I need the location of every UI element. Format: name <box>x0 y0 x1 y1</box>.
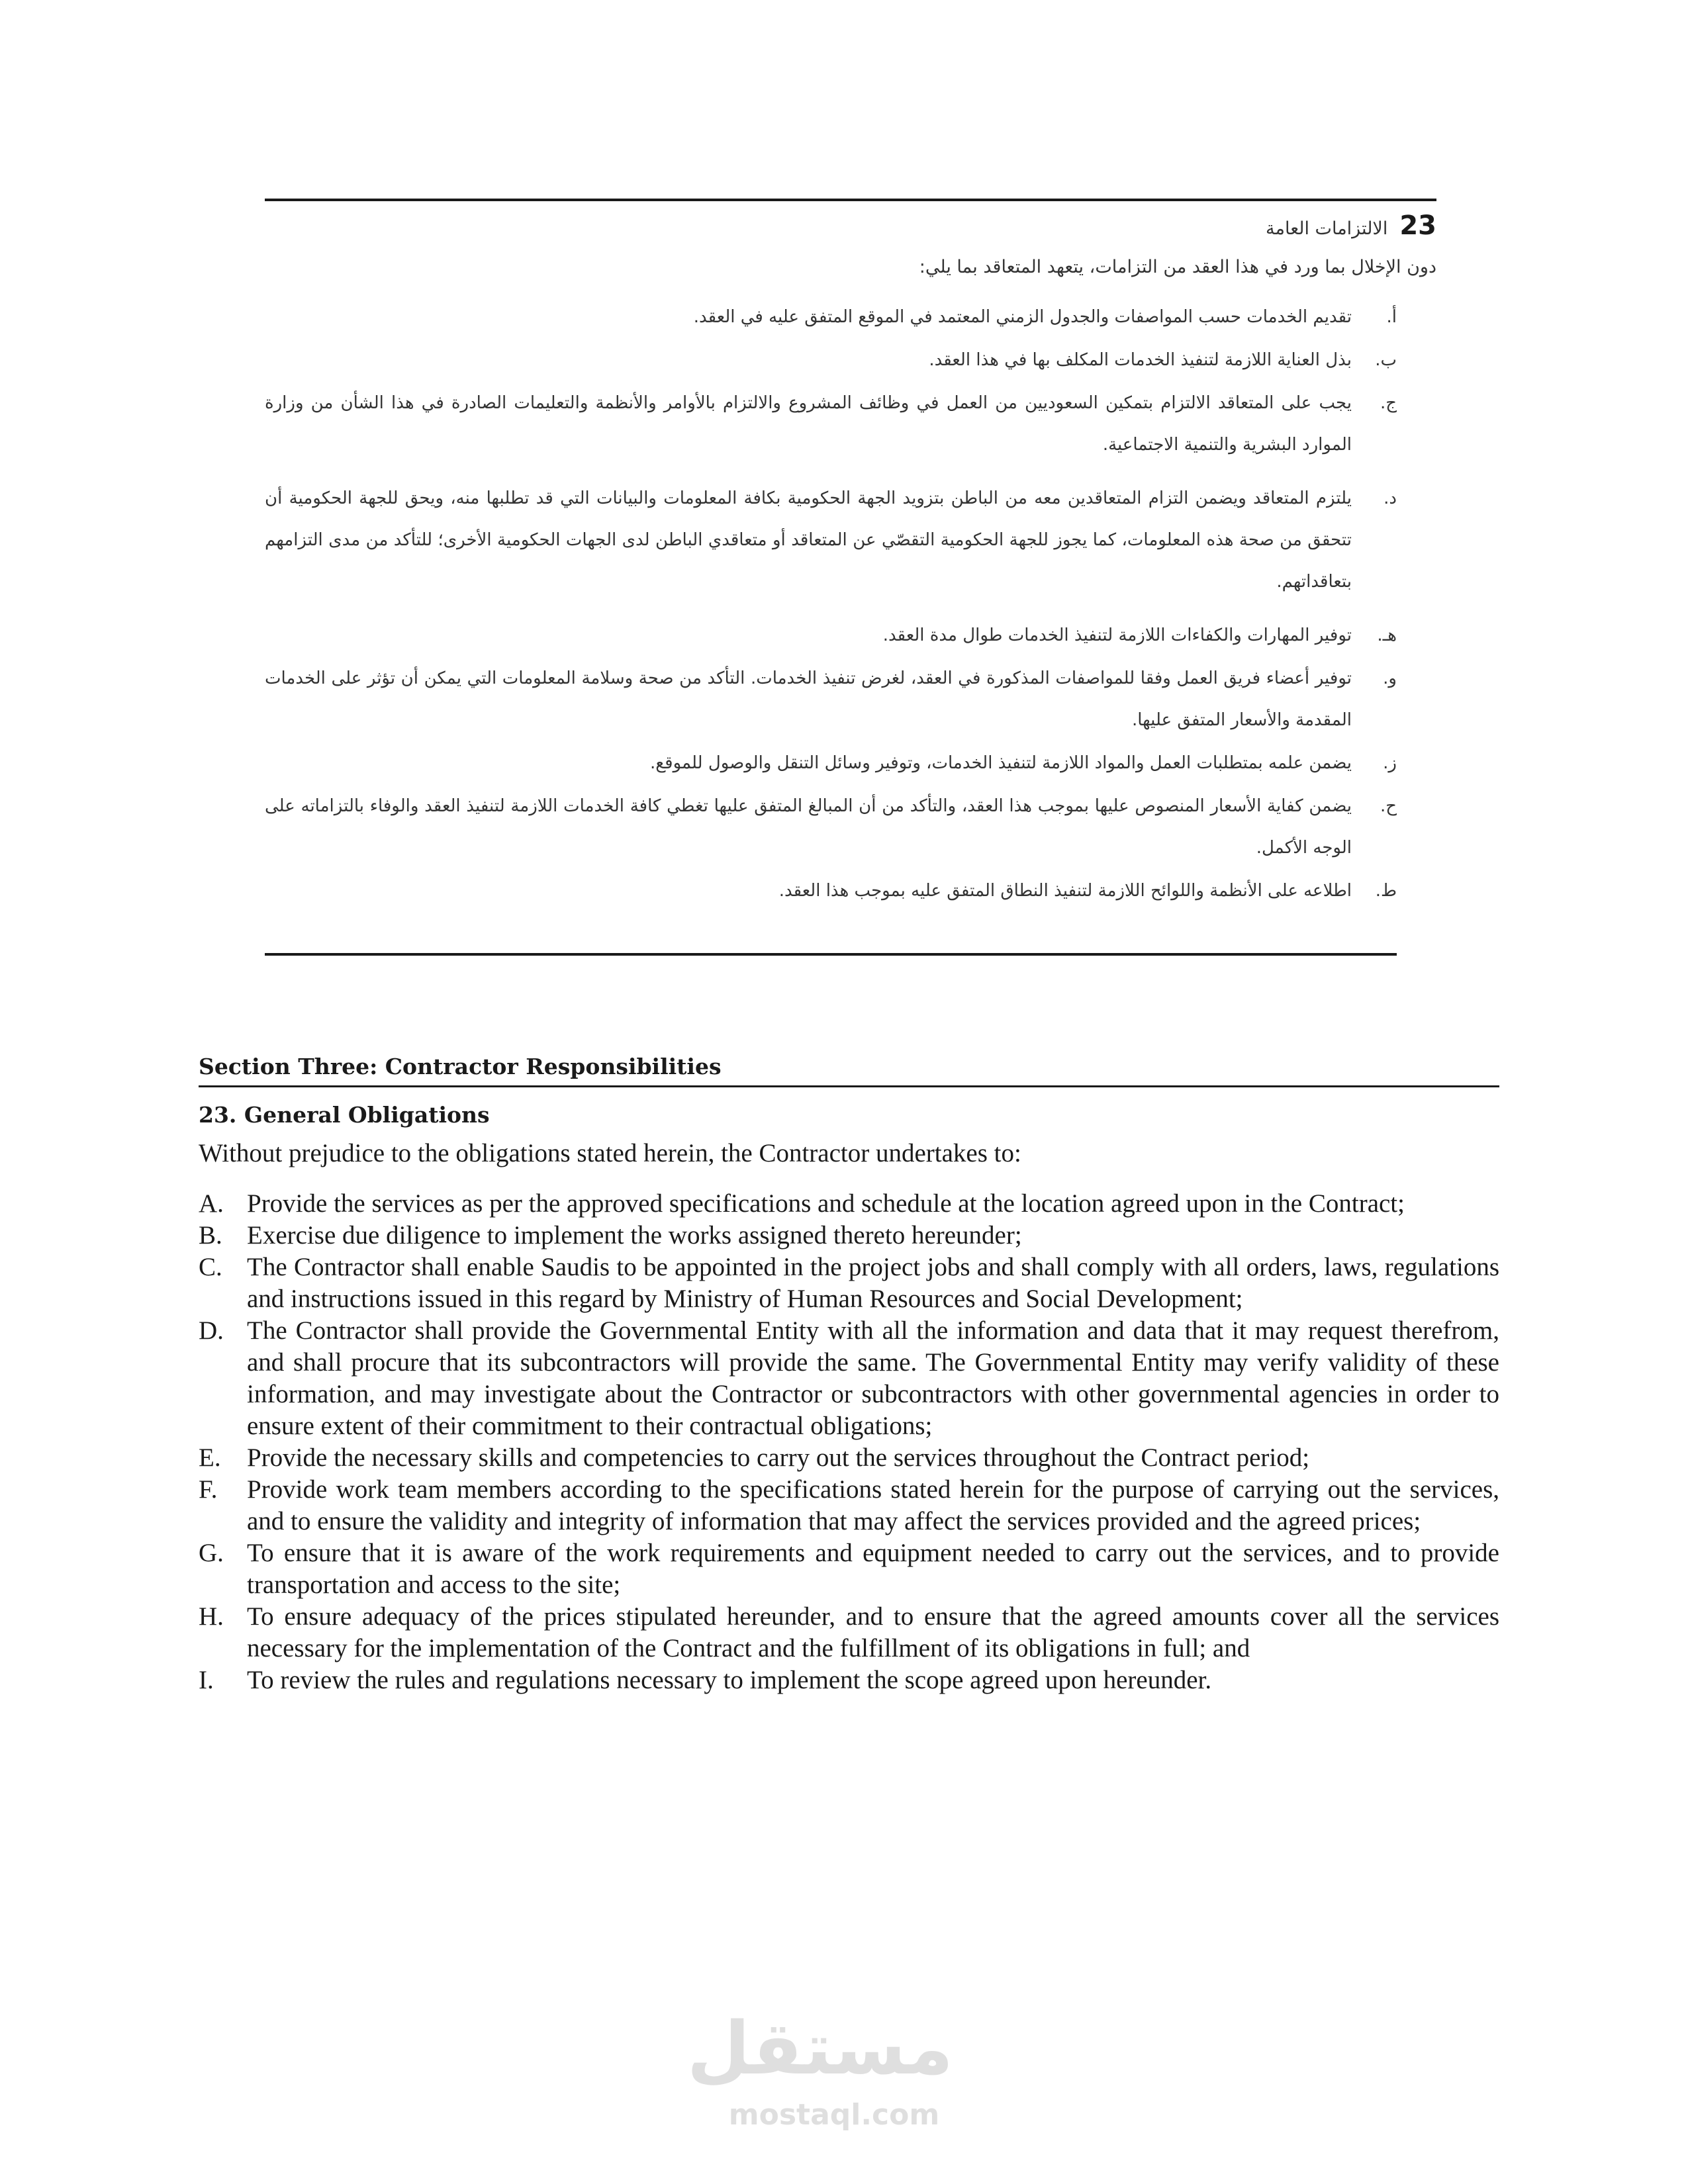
english-item-text: To ensure that it is aware of the work requirements and equipment needed to carry out the services, and to provide transportation and access to the site; <box>247 1539 1499 1599</box>
english-item-marker: D. <box>199 1316 224 1345</box>
arabic-item-text: يضمن علمه بمتطلبات العمل والمواد اللازمة لتنفيذ الخدمات، وتوفير وسائل التنقل والوصول للموقع. <box>650 753 1352 773</box>
english-list-item <box>199 1537 1499 1601</box>
arabic-list-item <box>265 383 1397 466</box>
arabic-section <box>265 199 1436 960</box>
arabic-item-marker: ج. <box>1380 393 1397 413</box>
arabic-item-marker: ز. <box>1383 753 1397 773</box>
english-item-marker: F. <box>199 1475 218 1504</box>
subsection-heading: 23. General Obligations <box>199 1102 490 1128</box>
arabic-intro: دون الإخلال بما ورد في هذا العقد من التزامات، يتعهد المتعاقد بما يلي: <box>919 257 1436 277</box>
arabic-item-text: يجب على المتعاقد الالتزام بتمكين السعوديين من العمل في وظائف المشروع والالتزام بالأوامر والأنظمة والتعليمات الصادرة في هذا الشأن من وزارة الموارد البشرية والتنمية الاجتماعية. <box>265 393 1352 455</box>
arabic-item-marker: أ. <box>1386 307 1397 327</box>
english-list-item <box>199 1664 1499 1696</box>
arabic-list-item <box>265 786 1397 869</box>
english-item-marker: I. <box>199 1666 214 1694</box>
english-list-item <box>199 1442 1499 1474</box>
arabic-header <box>1266 210 1436 241</box>
watermark-logo-arabic: مستقل <box>686 2006 953 2091</box>
english-list-item <box>199 1315 1499 1442</box>
arabic-item-marker: هـ. <box>1377 625 1397 645</box>
english-list-item <box>199 1188 1499 1220</box>
english-item-marker: G. <box>199 1539 224 1567</box>
english-item-marker: B. <box>199 1221 222 1250</box>
arabic-section-number: 23 <box>1399 210 1436 241</box>
english-list-item <box>199 1220 1499 1251</box>
english-item-marker: E. <box>199 1443 221 1472</box>
arabic-item-marker: و. <box>1383 668 1397 688</box>
arabic-item-text: توفير أعضاء فريق العمل وفقا للمواصفات المذكورة في العقد، لغرض تنفيذ الخدمات. التأكد من صحة وسلامة المعلومات التي يمكن أن تؤثر على الخدمات المقدمة والأسعار المتفق عليها. <box>265 668 1352 730</box>
arabic-item-marker: ط. <box>1375 881 1397 901</box>
english-item-text: Exercise due diligence to implement the works assigned thereto hereunder; <box>247 1221 1022 1250</box>
english-intro: Without prejudice to the obligations stated herein, the Contractor undertakes to: <box>199 1139 1021 1167</box>
arabic-list-item <box>265 478 1397 603</box>
arabic-top-rule <box>265 199 1436 201</box>
english-item-text: The Contractor shall provide the Governmental Entity with all the information and data that it may request therefrom, and shall procure that its subcontractors will provide the same. The Governmental Entity may verify validity of these information, and may investigate about the Contractor or subcontractors with other governmental agencies in order to ensure extent of their commitment to their contractual obligations; <box>247 1316 1499 1440</box>
english-list-item <box>199 1474 1499 1537</box>
english-item-text: Provide the necessary skills and competencies to carry out the services throughout the Contract period; <box>247 1443 1310 1472</box>
arabic-item-text: توفير المهارات والكفاءات اللازمة لتنفيذ الخدمات طوال مدة العقد. <box>882 625 1352 645</box>
arabic-item-marker: ح. <box>1380 796 1397 816</box>
arabic-bottom-rule <box>265 953 1397 956</box>
arabic-item-marker: ب. <box>1375 350 1397 370</box>
watermark-logo-latin: mostaql.com <box>728 2098 940 2132</box>
arabic-list-item <box>265 658 1397 741</box>
english-item-text: To ensure adequacy of the prices stipulated hereunder, and to ensure that the agreed amounts cover all the services necessary for the implementation of the Contract and the fulfillment of its obligations in full; and <box>247 1602 1499 1662</box>
english-item-text: Provide the services as per the approved specifications and schedule at the location agreed upon in the Contract; <box>247 1189 1405 1218</box>
arabic-obligations-list <box>265 296 1397 913</box>
english-section <box>199 1052 1499 1696</box>
english-list-item <box>199 1251 1499 1315</box>
mostaql-watermark <box>686 1999 953 2144</box>
arabic-list-item <box>265 615 1397 657</box>
english-obligations-list <box>199 1188 1499 1696</box>
english-item-marker: H. <box>199 1602 224 1631</box>
arabic-item-text: يضمن كفاية الأسعار المنصوص عليها بموجب هذا العقد، والتأكد من أن المبالغ المتفق عليها تغطي كافة الخدمات اللازمة لتنفيذ العقد والوفاء بالتزاماته على الوجه الأكمل. <box>265 796 1352 858</box>
arabic-section-title: الالتزامات العامة <box>1266 218 1388 239</box>
section-heading: Section Three: Contractor Responsibilities <box>199 1052 1499 1087</box>
arabic-item-text: بذل العناية اللازمة لتنفيذ الخدمات المكلف بها في هذا العقد. <box>929 350 1352 370</box>
english-item-marker: A. <box>199 1189 224 1218</box>
english-item-text: To review the rules and regulations necessary to implement the scope agreed upon hereunder. <box>247 1666 1212 1694</box>
arabic-list-item <box>265 296 1397 338</box>
arabic-item-text: يلتزم المتعاقد ويضمن التزام المتعاقدين معه من الباطن بتزويد الجهة الحكومية بكافة المعلومات والبيانات التي قد تطلبها منه، ويحق للجهة الحكومية أن تتحقق من صحة هذه المعلومات، كما يجوز للجهة الحكومية التقصّي عن المتعاقد أو متعاقدي الباطن لدى الجهات الحكومية الأخرى؛ للتأكد من مدى التزامهم بتعاقداتهم. <box>265 488 1352 592</box>
arabic-list-item <box>265 340 1397 381</box>
arabic-item-marker: د. <box>1383 488 1397 508</box>
english-item-text: The Contractor shall enable Saudis to be appointed in the project jobs and shall comply with all orders, laws, regulations and instructions issued in this regard by Ministry of Human Resources and Social Development; <box>247 1253 1499 1313</box>
arabic-list-item <box>265 870 1397 912</box>
arabic-item-text: اطلاعه على الأنظمة واللوائح اللازمة لتنفيذ النطاق المتفق عليه بموجب هذا العقد. <box>778 881 1352 901</box>
english-item-marker: C. <box>199 1253 222 1281</box>
arabic-list-item <box>265 743 1397 784</box>
english-item-text: Provide work team members according to the specifications stated herein for the purpose of carrying out the services, and to ensure the validity and integrity of information that may affect the services provided and the agreed prices; <box>247 1475 1499 1535</box>
english-list-item <box>199 1601 1499 1664</box>
arabic-item-text: تقديم الخدمات حسب المواصفات والجدول الزمني المعتمد في الموقع المتفق عليه في العقد. <box>693 307 1352 327</box>
